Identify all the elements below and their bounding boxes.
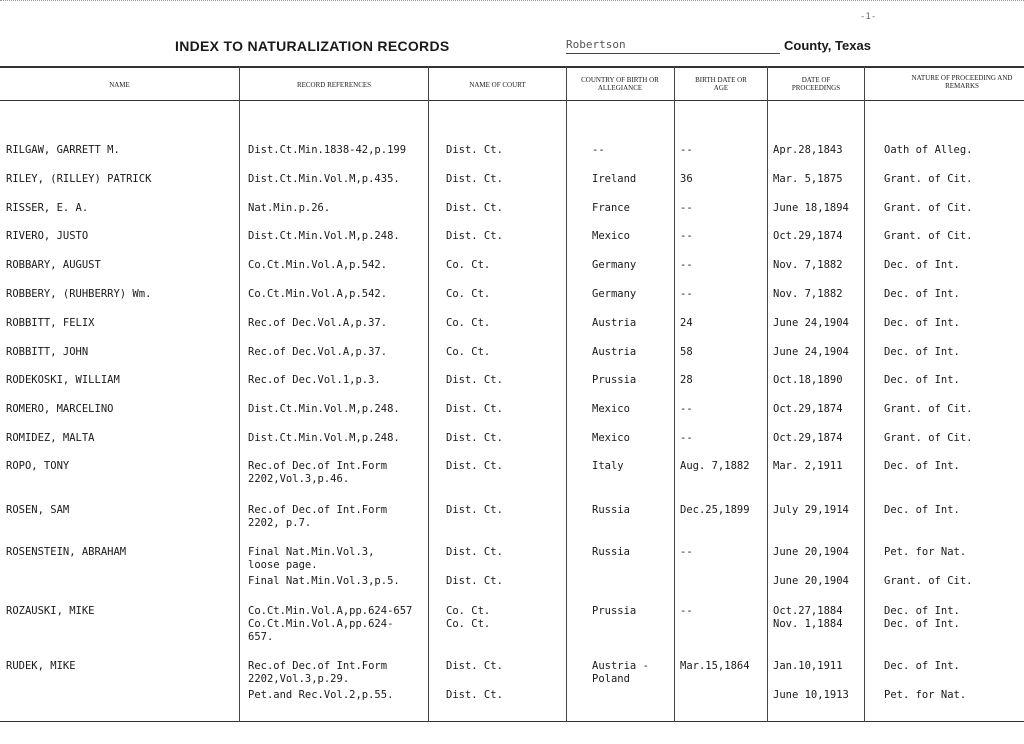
table-cell-birth: 36 [680, 173, 693, 185]
table-cell-name: ROBBITT, FELIX [6, 317, 95, 329]
table-cell-court: Dist. Ct. [446, 432, 503, 444]
table-cell-birth: 28 [680, 374, 693, 386]
table-cell-nature: Grant. of Cit. [884, 202, 973, 214]
table-cell-court: Dist. Ct. [446, 144, 503, 156]
table-cell-country: Austria [592, 346, 637, 358]
table-cell-nature: Grant. of Cit. [884, 432, 973, 444]
table-cell-court: Dist. Ct. [446, 575, 503, 587]
table-cell-birth: -- [680, 259, 693, 271]
table-cell-date: Nov. 7,1882 [773, 288, 843, 300]
table-cell-court: Dist. Ct. [446, 460, 503, 472]
table-cell-birth: Aug. 7,1882 [680, 460, 750, 472]
column-header-country: COUNTRY OF BIRTH OR ALLEGIANCE [581, 76, 659, 92]
table-cell-name: ROBBERY, (RUHBERRY) Wm. [6, 288, 152, 300]
table-cell-ref: Rec.of Dec.of Int.Form 2202,Vol.3,p.29. [248, 660, 388, 685]
table-cell-court: Co. Ct. [446, 259, 491, 271]
table-cell-nature: Dec. of Int. [884, 259, 960, 271]
table-cell-court: Dist. Ct. [446, 202, 503, 214]
table-cell-nature: Dec. of Int. [884, 346, 960, 358]
top-edge-dots [0, 0, 1024, 4]
county-label: County, Texas [784, 38, 871, 53]
table-cell-name: RILGAW, GARRETT M. [6, 144, 120, 156]
table-cell-ref: Pet.and Rec.Vol.2,p.55. [248, 689, 394, 701]
table-cell-ref: Nat.Min.p.26. [248, 202, 331, 214]
table-cell-birth: -- [680, 403, 693, 415]
table-cell-country: Mexico [592, 230, 630, 242]
table-cell-ref: Co.Ct.Min.Vol.A,p.542. [248, 259, 388, 271]
table-cell-date: July 29,1914 [773, 504, 849, 516]
table-cell-birth: 58 [680, 346, 693, 358]
column-header-record-references: RECORD REFERENCES [296, 81, 372, 89]
table-cell-ref: Rec.of Dec.of Int.Form 2202,Vol.3,p.46. [248, 460, 388, 485]
table-cell-name: ROZAUSKI, MIKE [6, 605, 95, 617]
table-cell-birth: -- [680, 144, 693, 156]
table-cell-nature: Dec. of Int. [884, 288, 960, 300]
table-cell-birth: -- [680, 288, 693, 300]
table-cell-country: Mexico [592, 432, 630, 444]
county-name-field: Robertson [566, 38, 780, 54]
table-cell-date: June 20,1904 [773, 575, 849, 587]
table-cell-court: Dist. Ct. [446, 173, 503, 185]
table-cell-court: Co. Ct. [446, 288, 491, 300]
table-cell-ref: Dist.Ct.Min.Vol.M,p.248. [248, 230, 400, 242]
table-cell-court: Dist. Ct. [446, 546, 503, 558]
table-cell-nature: Dec. of Int. [884, 660, 960, 672]
table-cell-ref: Dist.Ct.Min.Vol.M,p.248. [248, 403, 400, 415]
column-divider [566, 66, 567, 722]
table-cell-date: Jan.10,1911 [773, 660, 843, 672]
table-cell-name: RIVERO, JUSTO [6, 230, 89, 242]
table-cell-nature: Grant. of Cit. [884, 173, 973, 185]
table-cell-birth: -- [680, 202, 693, 214]
table-cell-birth: 24 [680, 317, 693, 329]
table-cell-date: June 18,1894 [773, 202, 849, 214]
table-cell-nature: Pet. for Nat. [884, 546, 967, 558]
table-cell-date: Oct.18,1890 [773, 374, 843, 386]
table-cell-country: France [592, 202, 630, 214]
column-divider [239, 66, 240, 722]
table-cell-nature: Oath of Alleg. [884, 144, 973, 156]
table-cell-ref: Co.Ct.Min.Vol.A,pp.624-657 Co.Ct.Min.Vol.A,pp.624- 657. [248, 605, 413, 643]
table-cell-birth: -- [680, 432, 693, 444]
table-cell-name: ROBBITT, JOHN [6, 346, 89, 358]
table-cell-country: Germany [592, 288, 637, 300]
table-cell-ref: Dist.Ct.Min.Vol.M,p.248. [248, 432, 400, 444]
table-cell-nature: Dec. of Int. Dec. of Int. [884, 605, 960, 630]
table-cell-court: Co. Ct. Co. Ct. [446, 605, 491, 630]
table-cell-name: RUDEK, MIKE [6, 660, 76, 672]
table-cell-ref: Rec.of Dec.Vol.1,p.3. [248, 374, 381, 386]
table-cell-name: ROMERO, MARCELINO [6, 403, 114, 415]
table-cell-date: June 10,1913 [773, 689, 849, 701]
table-cell-nature: Grant. of Cit. [884, 230, 973, 242]
table-cell-court: Co. Ct. [446, 317, 491, 329]
page-title: INDEX TO NATURALIZATION RECORDS [175, 38, 450, 54]
table-cell-country: Austria [592, 317, 637, 329]
table-cell-ref: Co.Ct.Min.Vol.A,p.542. [248, 288, 388, 300]
table-cell-country: Italy [592, 460, 624, 472]
table-cell-court: Dist. Ct. [446, 504, 503, 516]
column-header-name: NAME [109, 81, 130, 89]
table-cell-nature: Grant. of Cit. [884, 403, 973, 415]
table-cell-country: Ireland [592, 173, 637, 185]
table-cell-name: ROBBARY, AUGUST [6, 259, 101, 271]
table-cell-nature: Dec. of Int. [884, 460, 960, 472]
column-header-nature: NATURE OF PROCEEDING AND REMARKS [911, 74, 1013, 90]
table-cell-country: Russia [592, 546, 630, 558]
table-cell-nature: Dec. of Int. [884, 317, 960, 329]
table-cell-country: -- [592, 144, 605, 156]
table-cell-nature: Dec. of Int. [884, 374, 960, 386]
column-divider [428, 66, 429, 722]
table-cell-date: June 20,1904 [773, 546, 849, 558]
table-cell-name: ROPO, TONY [6, 460, 70, 472]
table-cell-birth: -- [680, 230, 693, 242]
table-cell-date: Mar. 5,1875 [773, 173, 843, 185]
table-cell-court: Co. Ct. [446, 346, 491, 358]
table-cell-name: ROSEN, SAM [6, 504, 70, 516]
table-cell-court: Dist. Ct. [446, 374, 503, 386]
table-cell-ref: Rec.of Dec.of Int.Form 2202, p.7. [248, 504, 388, 529]
header-top-rule [0, 66, 1024, 68]
column-header-birth-date: BIRTH DATE OR AGE [695, 76, 747, 92]
column-divider [864, 66, 865, 722]
table-cell-country: Mexico [592, 403, 630, 415]
table-cell-date: Apr.28,1843 [773, 144, 843, 156]
header-bottom-rule [0, 100, 1024, 101]
table-cell-ref: Rec.of Dec.Vol.A,p.37. [248, 317, 388, 329]
table-cell-date: Oct.29,1874 [773, 230, 843, 242]
column-header-date-of-proceedings: DATE OF PROCEEDINGS [791, 76, 841, 92]
table-cell-date: Nov. 7,1882 [773, 259, 843, 271]
table-cell-name: RILEY, (RILLEY) PATRICK [6, 173, 152, 185]
table-cell-name: ROSENSTEIN, ABRAHAM [6, 546, 127, 558]
table-cell-birth: -- [680, 546, 693, 558]
table-bottom-rule [0, 721, 1024, 722]
column-divider [767, 66, 768, 722]
table-cell-name: RISSER, E. A. [6, 202, 89, 214]
table-cell-birth: Dec.25,1899 [680, 504, 750, 516]
column-header-court: NAME OF COURT [469, 81, 526, 89]
table-cell-ref: Final Nat.Min.Vol.3,p.5. [248, 575, 400, 587]
table-cell-country: Prussia [592, 374, 637, 386]
table-cell-country: Russia [592, 504, 630, 516]
page-mark: -1- [860, 12, 877, 22]
table-cell-nature: Pet. for Nat. [884, 689, 967, 701]
table-cell-birth: Mar.15,1864 [680, 660, 750, 672]
table-cell-date: Oct.29,1874 [773, 403, 843, 415]
table-cell-date: Mar. 2,1911 [773, 460, 843, 472]
table-cell-ref: Dist.Ct.Min.1838-42,p.199 [248, 144, 407, 156]
table-cell-birth: -- [680, 605, 693, 617]
table-cell-date: June 24,1904 [773, 346, 849, 358]
table-cell-date: Oct.29,1874 [773, 432, 843, 444]
table-cell-ref: Dist.Ct.Min.Vol.M,p.435. [248, 173, 400, 185]
table-cell-court: Dist. Ct. [446, 403, 503, 415]
table-cell-date: June 24,1904 [773, 317, 849, 329]
table-cell-date: Oct.27,1884 Nov. 1,1884 [773, 605, 843, 630]
table-cell-court: Dist. Ct. [446, 660, 503, 672]
table-cell-court: Dist. Ct. [446, 689, 503, 701]
table-cell-nature: Grant. of Cit. [884, 575, 973, 587]
table-cell-court: Dist. Ct. [446, 230, 503, 242]
table-cell-nature: Dec. of Int. [884, 504, 960, 516]
table-cell-name: RODEKOSKI, WILLIAM [6, 374, 120, 386]
table-cell-country: Prussia [592, 605, 637, 617]
table-cell-country: Austria - Poland [592, 660, 649, 685]
column-divider [674, 66, 675, 722]
table-cell-country: Germany [592, 259, 637, 271]
table-cell-ref: Final Nat.Min.Vol.3, loose page. [248, 546, 375, 571]
table-cell-name: ROMIDEZ, MALTA [6, 432, 95, 444]
table-cell-ref: Rec.of Dec.Vol.A,p.37. [248, 346, 388, 358]
